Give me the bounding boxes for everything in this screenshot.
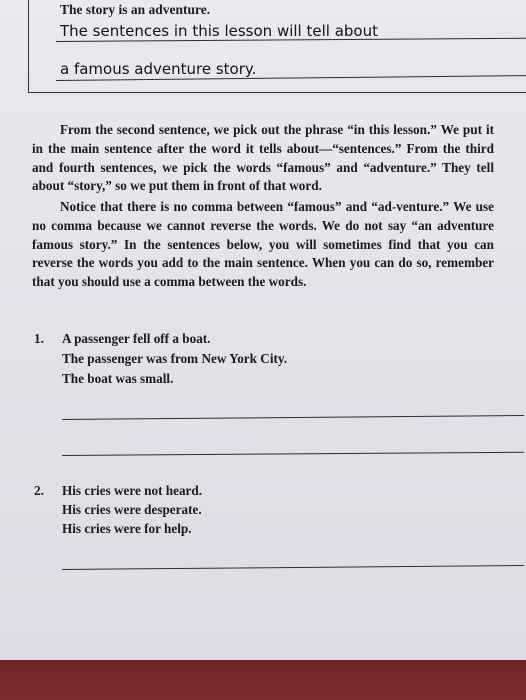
exercise-2-sentence-3: His cries were for help. xyxy=(62,521,192,536)
exercise-1-answer-line-2[interactable] xyxy=(62,452,524,456)
answer-line-2: a famous adventure story. xyxy=(60,60,257,78)
table-surface xyxy=(0,660,526,700)
exercise-1-sentence-3: The boat was small. xyxy=(62,371,174,386)
lesson-paragraph-2-text: Notice that there is no comma between “famous” and “ad-venture.” We use no comma because we cannot reverse the words. We do not say “an adventure famous story.” In the sentences below, you will sometimes find that you can reverse the words you add to the main sentence. When you can do so, remember that you should use a comma between the words. xyxy=(32,199,494,290)
lesson-paragraph-2 xyxy=(32,198,494,292)
exercise-1-sentence-2: The passenger was from New York City. xyxy=(62,351,288,366)
box-title: The story is an adventure. xyxy=(60,2,211,17)
exercise-1-answer-line-1[interactable] xyxy=(62,415,524,420)
exercise-2-sentence-2: His cries were desperate. xyxy=(62,502,202,517)
exercise-1-number: 1. xyxy=(34,331,44,346)
answer-line-1: The sentences in this lesson will tell about xyxy=(60,22,378,40)
exercise-2-sentence-1: His cries were not heard. xyxy=(62,483,203,498)
exercise-2-answer-line-1[interactable] xyxy=(62,565,524,570)
exercise-2-number: 2. xyxy=(34,483,44,498)
exercise-1-sentence-1: A passenger fell off a boat. xyxy=(62,331,211,346)
lesson-paragraph-1-text: From the second sentence, we pick out the phrase “in this lesson.” We put it in the main sentence after the word it tells about—“sentences.” From the third and fourth sentences, we pick the words “famous” and “adventure.” They tell about “story,” so we put them in front of that word. xyxy=(32,122,494,194)
lesson-paragraph-1 xyxy=(32,121,494,196)
